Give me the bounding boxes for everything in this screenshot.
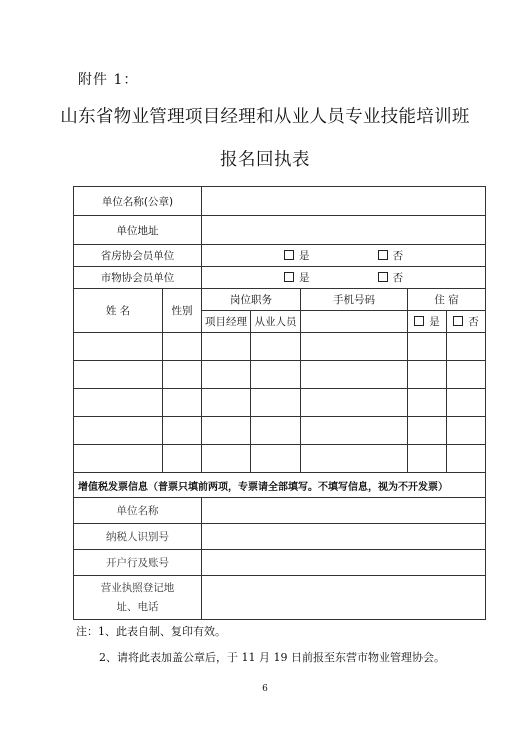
vat-bank-account-label: 开户行及账号 bbox=[74, 550, 202, 576]
vat-info-header: 增值税发票信息（普票只填前两项，专票请全部填写。不填写信息，视为不开发票） bbox=[74, 473, 486, 498]
unit-name-label: 单位名称(公章) bbox=[74, 187, 202, 216]
registration-form-table bbox=[73, 186, 486, 620]
lodging-yes[interactable] bbox=[408, 311, 447, 333]
practitioner-cell[interactable] bbox=[251, 361, 301, 389]
name-cell[interactable] bbox=[74, 361, 163, 389]
header-position: 岗位职务 bbox=[202, 289, 301, 311]
phone-cell[interactable] bbox=[301, 445, 408, 473]
vat-unit-name-field[interactable] bbox=[202, 498, 486, 524]
province-member-yes[interactable] bbox=[284, 248, 310, 263]
table-row bbox=[74, 417, 486, 445]
practitioner-cell[interactable] bbox=[251, 417, 301, 445]
vat-tax-id-field[interactable] bbox=[202, 524, 486, 550]
phone-cell[interactable] bbox=[301, 389, 408, 417]
table-row bbox=[74, 445, 486, 473]
table-row bbox=[74, 361, 486, 389]
checkbox-icon[interactable] bbox=[378, 250, 388, 260]
vat-bank-account-field[interactable] bbox=[202, 550, 486, 576]
form-subtitle: 报名回执表 bbox=[220, 150, 310, 170]
name-cell[interactable] bbox=[74, 389, 163, 417]
project-manager-cell[interactable] bbox=[202, 389, 251, 417]
header-name: 姓 名 bbox=[74, 289, 163, 333]
lodging-no-cell[interactable] bbox=[447, 361, 486, 389]
practitioner-cell[interactable] bbox=[251, 445, 301, 473]
checkbox-icon[interactable] bbox=[284, 272, 294, 282]
project-manager-cell[interactable] bbox=[202, 333, 251, 361]
province-member-label: 省房协会员单位 bbox=[74, 245, 202, 267]
unit-name-field[interactable] bbox=[202, 187, 486, 216]
lodging-yes-cell[interactable] bbox=[408, 333, 447, 361]
gender-cell[interactable] bbox=[163, 361, 202, 389]
lodging-yes-cell[interactable] bbox=[408, 361, 447, 389]
yes-label: 是 bbox=[299, 250, 310, 262]
checkbox-icon[interactable] bbox=[378, 272, 388, 282]
note-2: 2、请将此表加盖公章后，于 11 月 19 日前报至东营市物业管理协会。 bbox=[99, 651, 445, 664]
unit-address-label: 单位地址 bbox=[74, 216, 202, 245]
phone-cell[interactable] bbox=[301, 333, 408, 361]
city-member-label: 市物协会员单位 bbox=[74, 267, 202, 289]
lodging-no[interactable] bbox=[447, 311, 486, 333]
gender-cell[interactable] bbox=[163, 417, 202, 445]
vat-address-phone-field[interactable] bbox=[202, 576, 486, 620]
checkbox-icon[interactable] bbox=[453, 316, 463, 326]
table-row bbox=[74, 389, 486, 417]
vat-address-line2: 址、电话 bbox=[116, 600, 159, 613]
no-label: 否 bbox=[468, 316, 479, 328]
lodging-yes-cell[interactable] bbox=[408, 417, 447, 445]
practitioner-cell[interactable] bbox=[251, 389, 301, 417]
no-label: 否 bbox=[392, 272, 404, 284]
city-member-yes[interactable] bbox=[284, 270, 310, 285]
project-manager-cell[interactable] bbox=[202, 445, 251, 473]
province-member-options bbox=[202, 245, 486, 267]
unit-address-field[interactable] bbox=[202, 216, 486, 245]
lodging-no-cell[interactable] bbox=[447, 445, 486, 473]
lodging-no-cell[interactable] bbox=[447, 333, 486, 361]
gender-cell[interactable] bbox=[163, 389, 202, 417]
note-1: 注：1、此表自制、复印有效。 bbox=[76, 625, 226, 638]
gender-cell[interactable] bbox=[163, 333, 202, 361]
vat-address-phone-label bbox=[74, 576, 202, 620]
phone-subheader-empty bbox=[301, 311, 408, 333]
form-title: 山东省物业管理项目经理和从业人员专业技能培训班 bbox=[60, 107, 470, 127]
vat-tax-id-label: 纳税人识别号 bbox=[74, 524, 202, 550]
header-lodging: 住 宿 bbox=[408, 289, 486, 311]
lodging-no-cell[interactable] bbox=[447, 417, 486, 445]
table-row bbox=[74, 333, 486, 361]
annex-label: 附件 1： bbox=[78, 72, 139, 88]
vat-unit-name-label: 单位名称 bbox=[74, 498, 202, 524]
project-manager-cell[interactable] bbox=[202, 361, 251, 389]
name-cell[interactable] bbox=[74, 445, 163, 473]
gender-cell[interactable] bbox=[163, 445, 202, 473]
checkbox-icon[interactable] bbox=[414, 316, 424, 326]
checkbox-icon[interactable] bbox=[284, 250, 294, 260]
lodging-no-cell[interactable] bbox=[447, 389, 486, 417]
city-member-no[interactable] bbox=[378, 270, 404, 285]
name-cell[interactable] bbox=[74, 333, 163, 361]
header-practitioner: 从业人员 bbox=[251, 311, 301, 333]
lodging-yes-cell[interactable] bbox=[408, 445, 447, 473]
project-manager-cell[interactable] bbox=[202, 417, 251, 445]
phone-cell[interactable] bbox=[301, 417, 408, 445]
header-phone: 手机号码 bbox=[301, 289, 408, 311]
phone-cell[interactable] bbox=[301, 361, 408, 389]
header-project-manager: 项目经理 bbox=[202, 311, 251, 333]
province-member-no[interactable] bbox=[378, 248, 404, 263]
header-gender: 性别 bbox=[163, 289, 202, 333]
city-member-options bbox=[202, 267, 486, 289]
no-label: 否 bbox=[392, 250, 404, 262]
practitioner-cell[interactable] bbox=[251, 333, 301, 361]
lodging-yes-cell[interactable] bbox=[408, 389, 447, 417]
yes-label: 是 bbox=[429, 316, 440, 328]
vat-address-line1: 营业执照登记地 bbox=[100, 581, 175, 594]
page-number: 6 bbox=[262, 684, 268, 694]
name-cell[interactable] bbox=[74, 417, 163, 445]
yes-label: 是 bbox=[299, 272, 310, 284]
